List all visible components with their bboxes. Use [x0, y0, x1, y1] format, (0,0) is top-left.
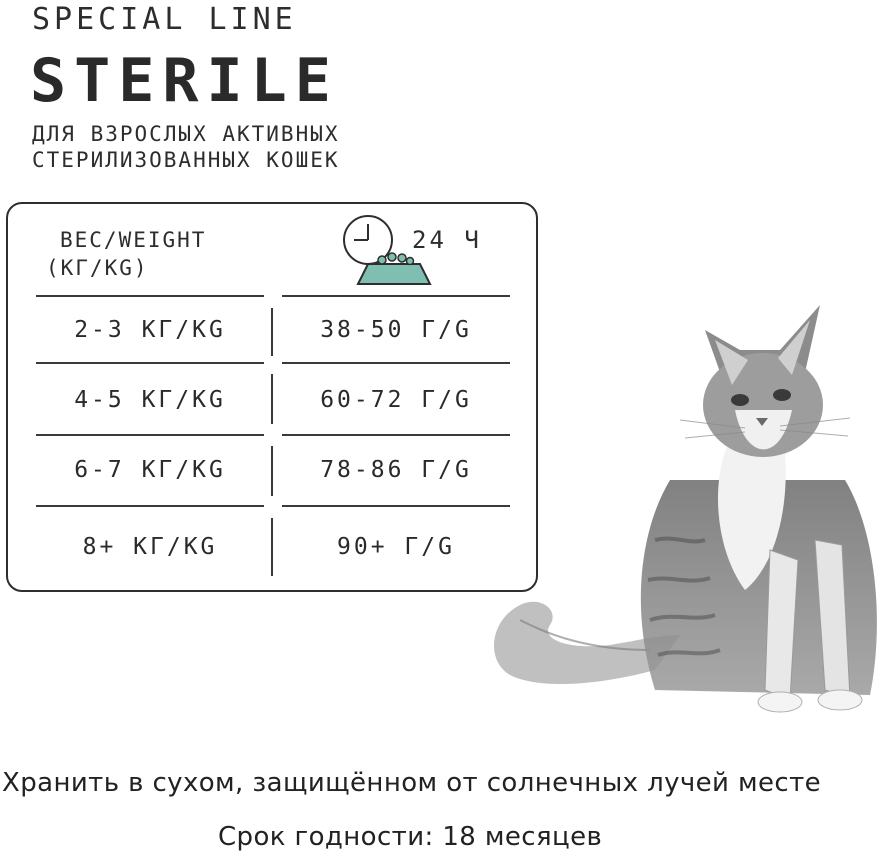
- column-divider: [271, 446, 273, 496]
- row-divider: [36, 434, 264, 436]
- description-line-2: СТЕРИЛИЗОВАННЫХ КОШЕК: [32, 148, 340, 172]
- row-divider: [282, 434, 510, 436]
- weight-header: ВЕС/WEIGHT: [60, 228, 207, 252]
- weight-cell: 4-5 КГ/KG: [74, 387, 226, 413]
- weight-cell: 2-3 КГ/KG: [74, 317, 226, 343]
- weight-unit-header: (КГ/KG): [46, 256, 149, 280]
- food-bowl-icon: [358, 253, 430, 284]
- product-line: SPECIAL LINE: [32, 2, 297, 37]
- weight-cell: 8+ КГ/KG: [82, 534, 218, 560]
- shelf-life: Срок годности: 18 месяцев: [218, 822, 603, 852]
- daily-time-label: 24 Ч: [412, 226, 482, 254]
- header-divider-right: [282, 295, 510, 297]
- portion-cell: 90+ Г/G: [337, 534, 455, 560]
- portion-cell: 78-86 Г/G: [320, 457, 472, 483]
- storage-instructions: Хранить в сухом, защищённом от солнечных лучей месте: [2, 768, 822, 798]
- column-divider: [271, 518, 273, 576]
- portion-cell: 60-72 Г/G: [320, 387, 472, 413]
- row-divider: [282, 505, 510, 507]
- row-divider: [282, 362, 510, 364]
- cat-illustration: [480, 290, 888, 730]
- column-divider: [271, 374, 273, 424]
- header-divider-left: [36, 295, 264, 297]
- row-divider: [36, 362, 264, 364]
- column-divider: [271, 308, 273, 356]
- portion-cell: 38-50 Г/G: [320, 317, 472, 343]
- description-line-1: ДЛЯ ВЗРОСЛЫХ АКТИВНЫХ: [32, 122, 340, 146]
- product-title: STERILE: [30, 46, 339, 116]
- weight-cell: 6-7 КГ/KG: [74, 457, 226, 483]
- row-divider: [36, 505, 264, 507]
